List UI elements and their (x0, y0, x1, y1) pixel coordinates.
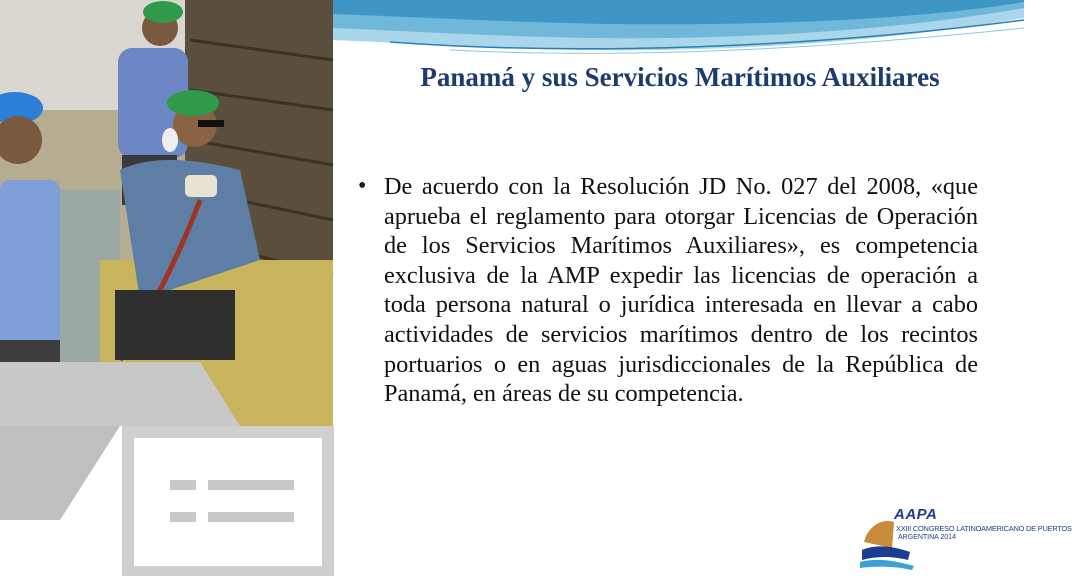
slide-title: Panamá y sus Servicios Marítimos Auxiliares (420, 62, 940, 92)
aapa-logo (858, 506, 1072, 572)
wave-banner (330, 0, 1024, 70)
logo-event-name: XXIII CONGRESO LATINOAMERICANO DE PUERTOS (896, 524, 1072, 533)
logo-event-place: ARGENTINA 2014 (898, 534, 956, 541)
logo-brand: AAPA (894, 506, 938, 523)
placeholder-text-icon (0, 340, 340, 576)
bullet-dot: • (358, 173, 367, 199)
bullet-text: De acuerdo con la Resolución JD No. 027 del 2008, «que aprueba el reglamento para otorgar Licencias de Operación de los Servicios Marítimos Auxiliares», es competencia exclusiva de la AMP expedir las licencias de operación a toda persona natural o jurídica interesada en llevar a cabo actividades de servicios marítimos dentro de los recintos portuarios o en aguas jurisdiccionales de la República de Panamá, en áreas de su competencia. (384, 173, 978, 408)
